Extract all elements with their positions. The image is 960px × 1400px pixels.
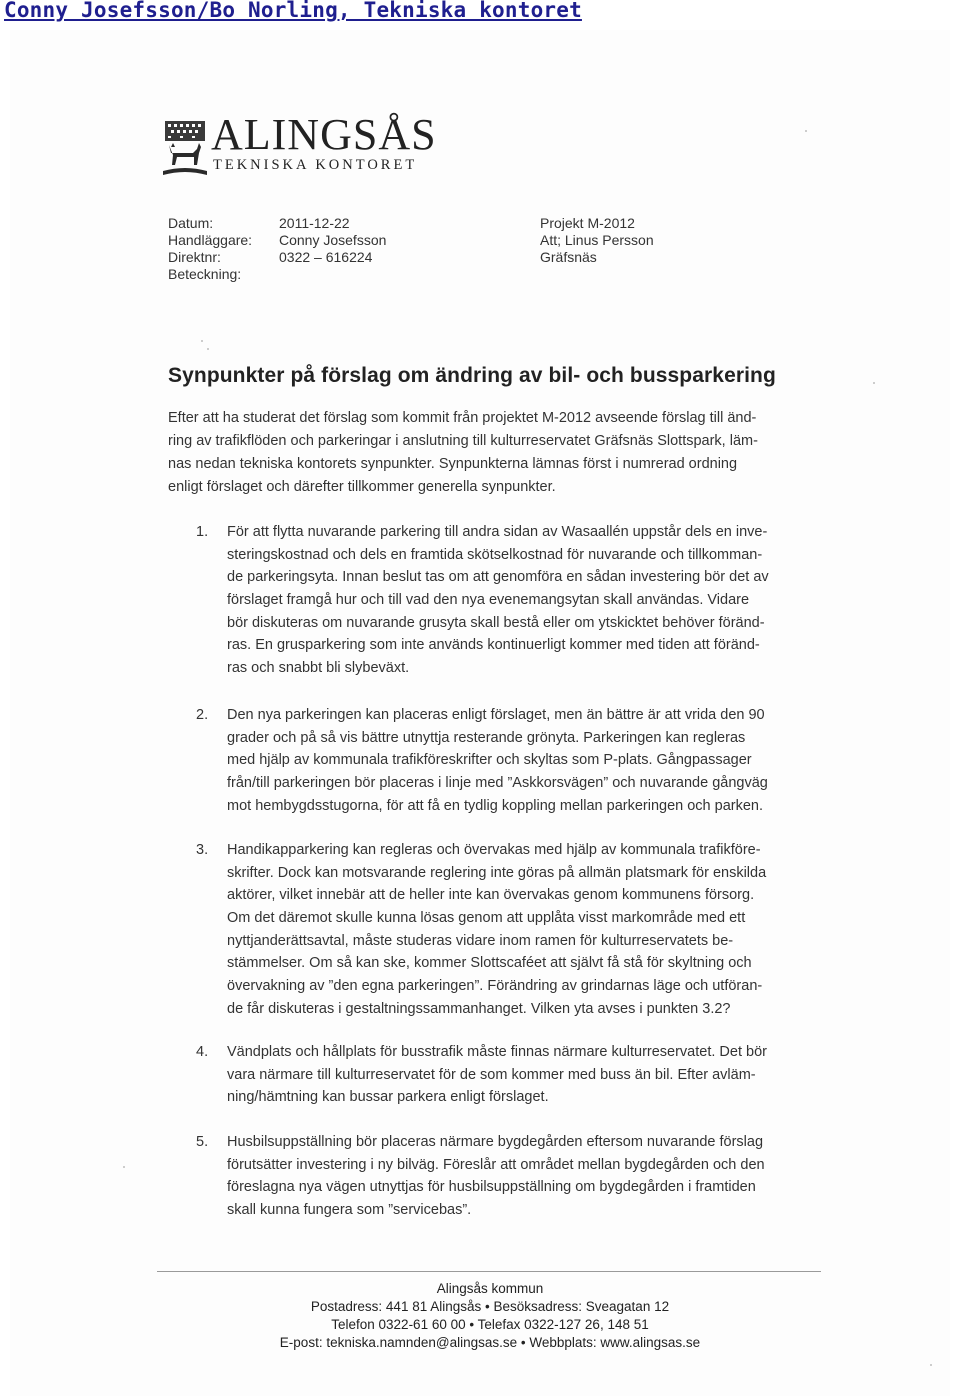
scan-speck — [805, 130, 807, 132]
recipient-line: Projekt M-2012 — [540, 215, 635, 231]
text-line: Den nya parkeringen kan placeras enligt förslaget, men än bättre är att vrida den 90 — [227, 707, 765, 723]
text-line: steringskostnad och dels en framtida skötselkostnad för nuvarande och tillkomman- — [227, 546, 763, 563]
text-line: Om det däremot skulle kunna lösas genom att upplåta visst markområde med ett — [227, 910, 746, 927]
letterhead-subtitle: TEKNISKA KONTORET — [213, 157, 418, 173]
meta-direct-number: 0322 – 616224 — [279, 249, 373, 265]
footer-line: Alingsås kommun — [436, 1281, 544, 1296]
text-line: grader och på så vis bättre utnyttja resterande grönyta. Parkeringen kan regleras — [227, 729, 746, 746]
item-number: 2. — [196, 707, 209, 723]
text-line: skrifter. Dock kan motsvarande reglering inte göras på allmän platsmark för enskilda — [227, 864, 767, 881]
text-line: förutsätter investering i ny bilväg. Föreslår att området mellan bygdegården och den — [227, 1156, 765, 1173]
meta-date: 2011-12-22 — [279, 215, 350, 231]
scan-speck — [123, 1166, 125, 1168]
intro-paragraph — [168, 407, 758, 499]
text-line: mot hembygdsstugorna, för att få en tydlig koppling mellan parkeringen och parken. — [227, 797, 764, 814]
text-line: skall kunna fungera som ”servicebas”. — [227, 1202, 472, 1219]
footer-line: Postadress: 441 81 Alingsås • Besöksadress: Sveagatan 12 — [310, 1299, 670, 1314]
recipient-line: Gräfsnäs — [540, 249, 597, 265]
text-line: övervakning av ”den egna parkeringen”. Förändring av grindarnas läge och utföran- — [227, 978, 763, 995]
text-line: Efter att ha studerat det förslag som kommit från projektet M-2012 avseende förslag till änd- — [168, 410, 757, 426]
meta-labels — [168, 215, 252, 283]
footer-line: E-post: tekniska.namnden@alingsas.se • Webbplats: www.alingsas.se — [279, 1335, 701, 1350]
meta-label: Handläggare: — [168, 232, 253, 248]
meta-reference — [279, 266, 386, 283]
recipient-line: Att; Linus Persson — [540, 232, 654, 248]
letterhead-name: ALINGSÅS — [211, 110, 437, 159]
footer-line: Telefon 0322-61 60 00 • Telefax 0322-127 26, 148 51 — [331, 1317, 649, 1332]
scan-speck — [873, 382, 875, 384]
text-line: nas nedan tekniska kontorets synpunkter. Synpunkterna lämnas först i numrerad ordning — [168, 456, 738, 472]
text-line: de får diskuteras i gestaltningssammanhanget. Vilken yta avses i punkten 3.2? — [227, 1000, 731, 1017]
text-line: ning/hämtning kan bussar parkera enligt förslaget. — [227, 1089, 549, 1106]
text-line: För att flytta nuvarande parkering till andra sidan av Wasaallén uppstår dels en inve- — [227, 524, 768, 540]
text-line: ras och snabbt bli slybeväxt. — [227, 660, 410, 677]
text-line: aktörer, vilket innebär att de heller inte kan övervakas genom kommunens försorg. — [227, 887, 755, 904]
text-line: ras. En grusparkering som inte används kontinuerligt kommer med tiden att föränd- — [227, 637, 760, 654]
scan-speck — [207, 348, 209, 350]
letterhead-logo — [163, 110, 463, 178]
meta-label: Datum: — [168, 215, 214, 231]
footer — [200, 1280, 780, 1352]
meta-values — [279, 215, 386, 283]
text-line: stämmelser. Om så kan ske, kommer Slottscaféet att självt få stå för skyltning och — [227, 955, 752, 972]
item-number: 5. — [196, 1134, 209, 1150]
text-line: förslaget framgå hur och till vad den nya evenemangsytan skall användas. Vidare — [227, 592, 750, 609]
document-heading: Synpunkter på förslag om ändring av bil- och bussparkering — [168, 364, 776, 387]
text-line: vara närmare till kulturreservatet för de som kommer med buss än bil. Efter avläm- — [227, 1066, 756, 1083]
item-number: 1. — [196, 524, 209, 540]
text-line: föreslagna nya vägen utnyttjas för husbilsuppställning om bygdegården i framtiden — [227, 1179, 756, 1196]
text-line: nyttjanderättsavtal, måste studeras vidare inom ramen för kulturreservatets be- — [227, 932, 734, 949]
page-title: Conny Josefsson/Bo Norling, Tekniska kontoret — [4, 0, 582, 22]
meta-label: Direktnr: — [168, 249, 221, 265]
scan-speck — [930, 1364, 932, 1366]
text-line: med hjälp av kommunala trafikföreskrifter och skyltas som P-plats. Gångpassager — [227, 752, 752, 769]
item-number: 4. — [196, 1044, 209, 1060]
text-line: ring av trafikflöden och parkeringar i anslutning till kulturreservatet Gräfsnäs Slottspark, läm- — [168, 433, 758, 449]
meta-handler: Conny Josefsson — [279, 232, 387, 248]
text-line: bör diskuteras om nuvarande grusyta skall bestå eller om ytskicktet behöver föränd- — [227, 614, 765, 631]
text-line: Vändplats och hållplats för busstrafik måste finnas närmare kulturreservatet. Det bör — [227, 1044, 767, 1060]
scan-speck — [201, 340, 203, 342]
text-line: Husbilsuppställning bör placeras närmare bygdegården eftersom nuvarande förslag — [227, 1134, 764, 1150]
item-number: 3. — [196, 842, 209, 858]
text-line: enligt förslaget och därefter tillkommer generella synpunkter. — [168, 479, 556, 495]
text-line: Handikapparkering kan regleras och övervakas med hjälp av kommunala trafikföre- — [227, 842, 761, 858]
meta-label: Beteckning: — [168, 266, 242, 282]
text-line: från/till parkeringen bör placeras i linje med ”Askkorsvägen” och nuvarande gångväg — [227, 775, 768, 792]
text-line: de parkeringsyta. Innan beslut tas om att genomföra en sådan investering bör det av — [227, 569, 769, 586]
footer-divider — [157, 1271, 821, 1272]
recipient-block — [540, 215, 654, 266]
municipal-crest-icon — [163, 121, 207, 179]
